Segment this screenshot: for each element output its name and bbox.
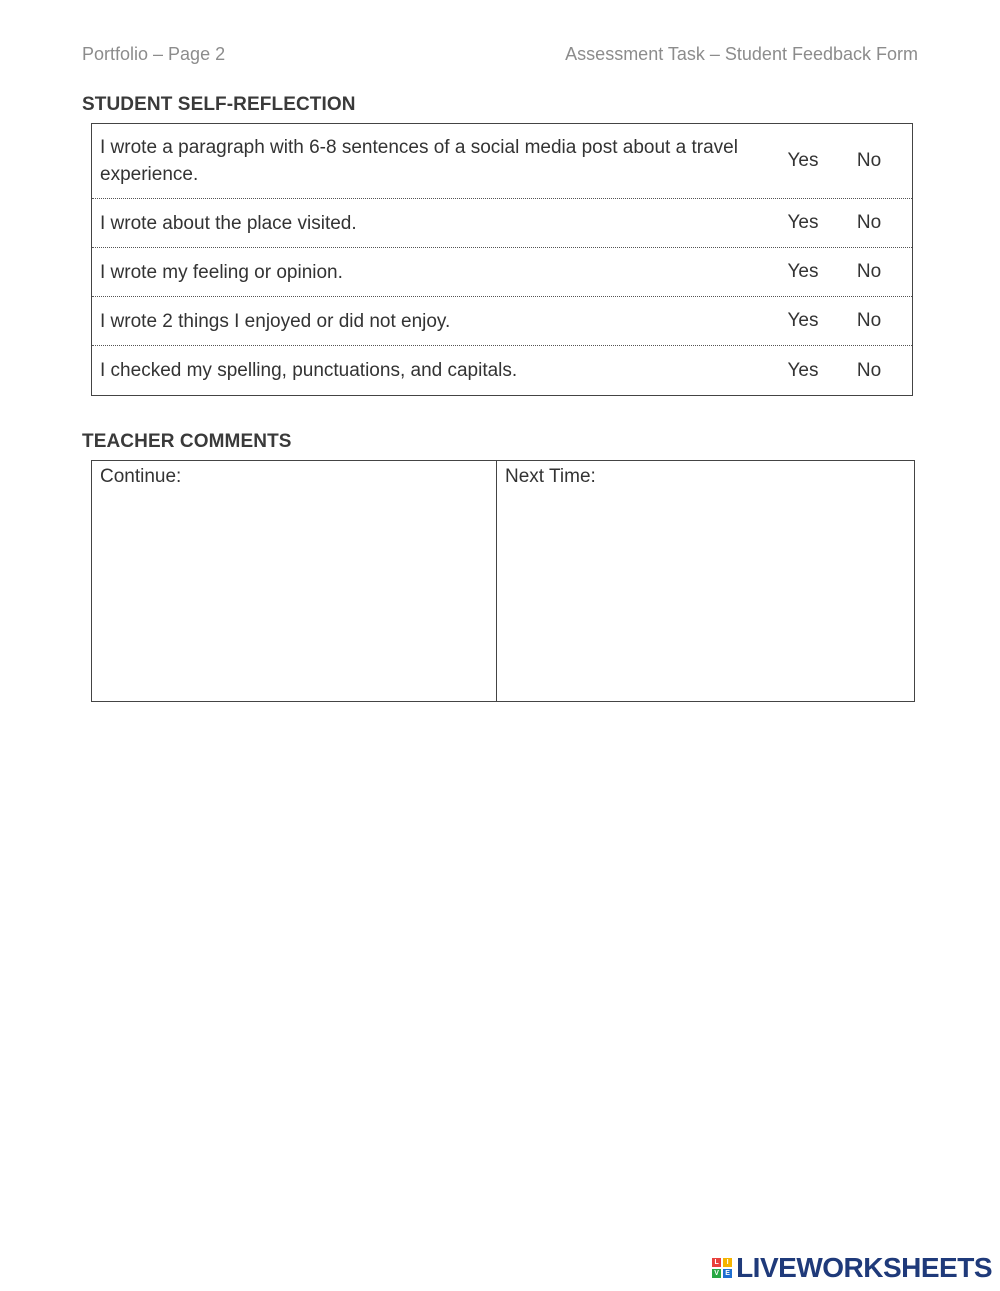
table-row	[92, 199, 912, 248]
yes-option[interactable]: Yes	[787, 212, 819, 233]
self-reflection-title: STUDENT SELF-REFLECTION	[82, 94, 356, 115]
page-header	[82, 44, 918, 70]
yes-option[interactable]: Yes	[787, 359, 819, 381]
next-time-cell[interactable]	[497, 461, 914, 701]
statement: I wrote about the place visited.	[100, 212, 357, 234]
statement: I wrote my feeling or opinion.	[100, 261, 343, 283]
yes-option[interactable]: Yes	[787, 310, 819, 331]
statement: I wrote 2 things I enjoyed or did not enjoy.	[100, 310, 451, 332]
self-reflection-table	[91, 123, 913, 396]
header-left: Portfolio – Page 2	[82, 44, 226, 64]
header-right: Assessment Task – Student Feedback Form	[565, 44, 918, 64]
yes-option[interactable]: Yes	[787, 150, 819, 171]
no-option[interactable]: No	[856, 310, 882, 331]
no-option[interactable]: No	[856, 359, 882, 381]
yes-option[interactable]: Yes	[787, 261, 819, 282]
table-row	[92, 346, 912, 395]
teacher-comments-table	[91, 460, 915, 702]
teacher-comments-title: TEACHER COMMENTS	[82, 431, 292, 452]
continue-label: Continue:	[100, 466, 182, 487]
continue-cell[interactable]	[92, 461, 497, 701]
logo-mark-letter: V	[712, 1269, 721, 1278]
next-time-label: Next Time:	[505, 466, 596, 487]
table-row	[92, 297, 912, 346]
liveworksheets-logo	[712, 1253, 992, 1283]
logo-mark-icon	[712, 1258, 732, 1278]
no-option[interactable]: No	[856, 212, 882, 233]
no-option[interactable]: No	[856, 150, 882, 171]
logo-mark-letter: L	[712, 1258, 721, 1267]
statement: I checked my spelling, punctuations, and capitals.	[100, 360, 518, 381]
logo-text: LIVEWORKSHEETS	[736, 1252, 992, 1283]
table-row	[92, 248, 912, 297]
logo-mark-letter: E	[723, 1269, 732, 1278]
no-option[interactable]: No	[856, 261, 882, 282]
statement: I wrote a paragraph with 6-8 sentences of a social media post about a travel experience.	[100, 137, 738, 185]
logo-mark-letter: I	[723, 1258, 732, 1267]
table-row	[92, 124, 912, 199]
